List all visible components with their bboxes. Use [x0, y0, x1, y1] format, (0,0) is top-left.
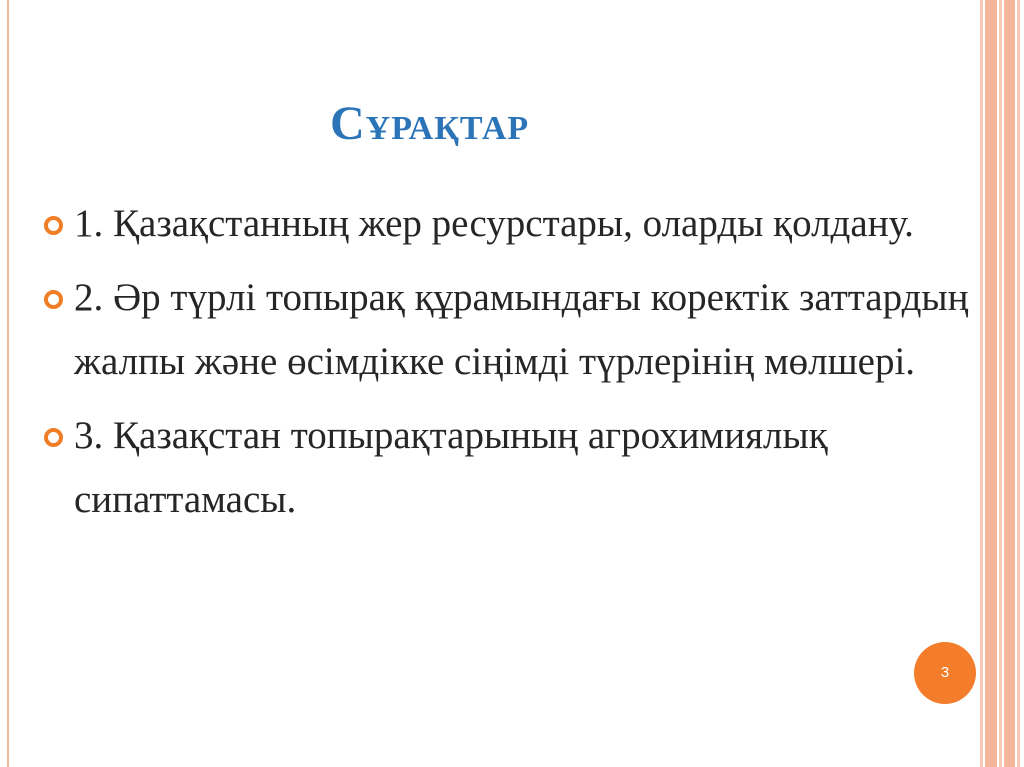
- left-border-line: [7, 0, 9, 767]
- bullet-ring-icon: [44, 290, 63, 309]
- list-item: [44, 192, 989, 256]
- list-item: [44, 404, 989, 532]
- slide-title: Сұрақтар: [330, 97, 530, 150]
- list-item-text: 1. Қазақстанның жер ресурстары, оларды қолдану.: [74, 202, 914, 245]
- question-list: [44, 192, 989, 542]
- bullet-ring-icon: [44, 428, 63, 447]
- list-item-text: 3. Қазақстан топырақтарының агрохимиялық сипаттамасы.: [74, 414, 828, 521]
- list-item-text: 2. Әр түрлі топырақ құрамындағы коректік заттардың жалпы және өсімдікке сіңімді түрлерінің мөлшері.: [74, 276, 969, 383]
- page-number-badge: 3: [914, 642, 976, 704]
- list-item: [44, 266, 989, 394]
- bullet-ring-icon: [44, 216, 63, 235]
